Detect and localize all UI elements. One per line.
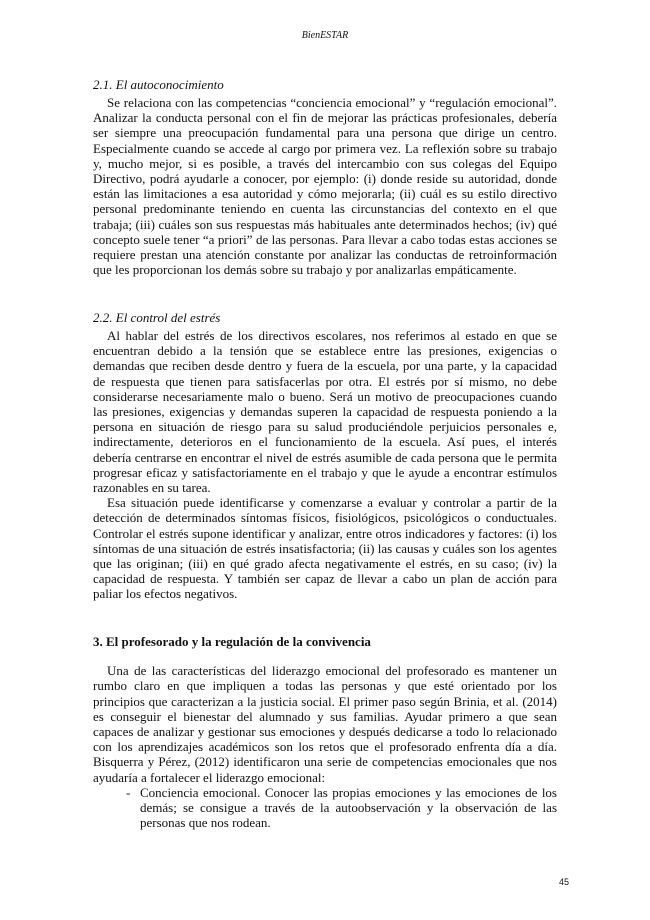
bullet-list (93, 785, 557, 831)
list-item-text: Conciencia emocional. Conocer las propias emociones y las emociones de los demás; se consigue a través de la autoobservación y la observación de las personas que nos rodean. (140, 784, 557, 831)
paragraph: Esa situación puede identificarse y comenzarse a evaluar y controlar a partir de la detección de determinados síntomas físicos, fisiológicos, psicológicos o conductuales. Controlar el estrés supone identificar y analizar, entre otros indicadores y factores: (i) los síntomas de una situación de estrés insatisfactoria; (ii) las causas y cuáles son los agentes que las originan; (iii) en qué grado afecta negativamente el estrés, en su caso; (iv) la capacidad de respuesta. Y también ser capaz de llevar a cabo un plan de acción para paliar los efectos negativos. (93, 495, 557, 602)
paragraph: Al hablar del estrés de los directivos escolares, nos referimos al estado en que se encuentran debido a la tensión que se establece entre las presiones, exigencias o demandas que reciben desde dentro y fuera de la escuela, por una parte, y la capacidad de respuesta que tienen para satisfacerlas por otra. El estrés por sí mismo, no debe considerarse necesariamente malo o bueno. Será un motivo de preocupaciones cuando las presiones, exigencias y demandas superen la capacidad de respuesta poniendo a la persona en situación de riesgo para su salud produciéndole perjuicios personales e, indirectamente, deterioros en el funcionamiento de la escuela. Así pues, el interés debería centrarse en encontrar el nivel de estrés asumible de cada persona que le permita progresar eficaz y satisfactoriamente en el trabajo y que le ayude a encontrar estímulos razonables en su tarea. (93, 328, 557, 496)
section-heading: 2.2. El control del estrés (93, 310, 221, 325)
section-profesorado (93, 634, 557, 830)
list-item (93, 785, 557, 831)
section-control-estres (93, 310, 557, 602)
section-heading: 2.1. El autoconocimiento (93, 77, 224, 92)
paragraph: Una de las características del liderazgo emocional del profesorado es mantener un rumbo claro en que impliquen a todas las personas y que esté orientado por los principios que caracterizan a la justicia social. El primer paso según Brinia, et al. (2014) es conseguir el bienestar del alumnado y sus familias. Ayudar primero a que sean capaces de analizar y gestionar sus emociones y después dedicarse a todo lo relacionado con los aprendizajes académicos son los retos que el profesorado enfrenta día a día. Bisquerra y Pérez, (2012) identificaron una serie de competencias emocionales que nos ayudaría a fortalecer el liderazgo emocional: (93, 663, 557, 785)
page-number: 45 (559, 877, 570, 887)
running-header: BienESTAR (301, 30, 349, 41)
paragraph: Se relaciona con las competencias “conciencia emocional” y “regulación emocional”. Analizar la conducta personal con el fin de mejorar las prácticas profesionales, debería ser siempre una preocupación fundamental para una persona que dirige un centro. Especialmente cuando se accede al cargo por primera vez. La reflexión sobre su trabajo y, mucho mejor, si es posible, a través del intercambio con sus colegas del Equipo Directivo, podrá ayudarle a conocer, por ejemplo: (i) donde reside su autoridad, donde están las limitaciones a esa autoridad y cómo mejorarla; (ii) cuál es su estilo directivo personal predominante teniendo en cuenta las circunstancias del contexto en el que trabaja; (iii) cuáles son sus respuestas más habituales ante determinados hechos; (iv) qué concepto suele tener “a priori” de las personas. Para llevar a cabo todas estas acciones se requiere prestan una atención constante por analizar las conductas de retroinformación que les proporcionan los demás sobre su trabajo y por analizarlas empáticamente. (93, 95, 557, 278)
list-marker: - (126, 784, 131, 800)
section-heading: 3. El profesorado y la regulación de la convivencia (93, 634, 371, 649)
section-autoconocimiento (93, 77, 557, 277)
